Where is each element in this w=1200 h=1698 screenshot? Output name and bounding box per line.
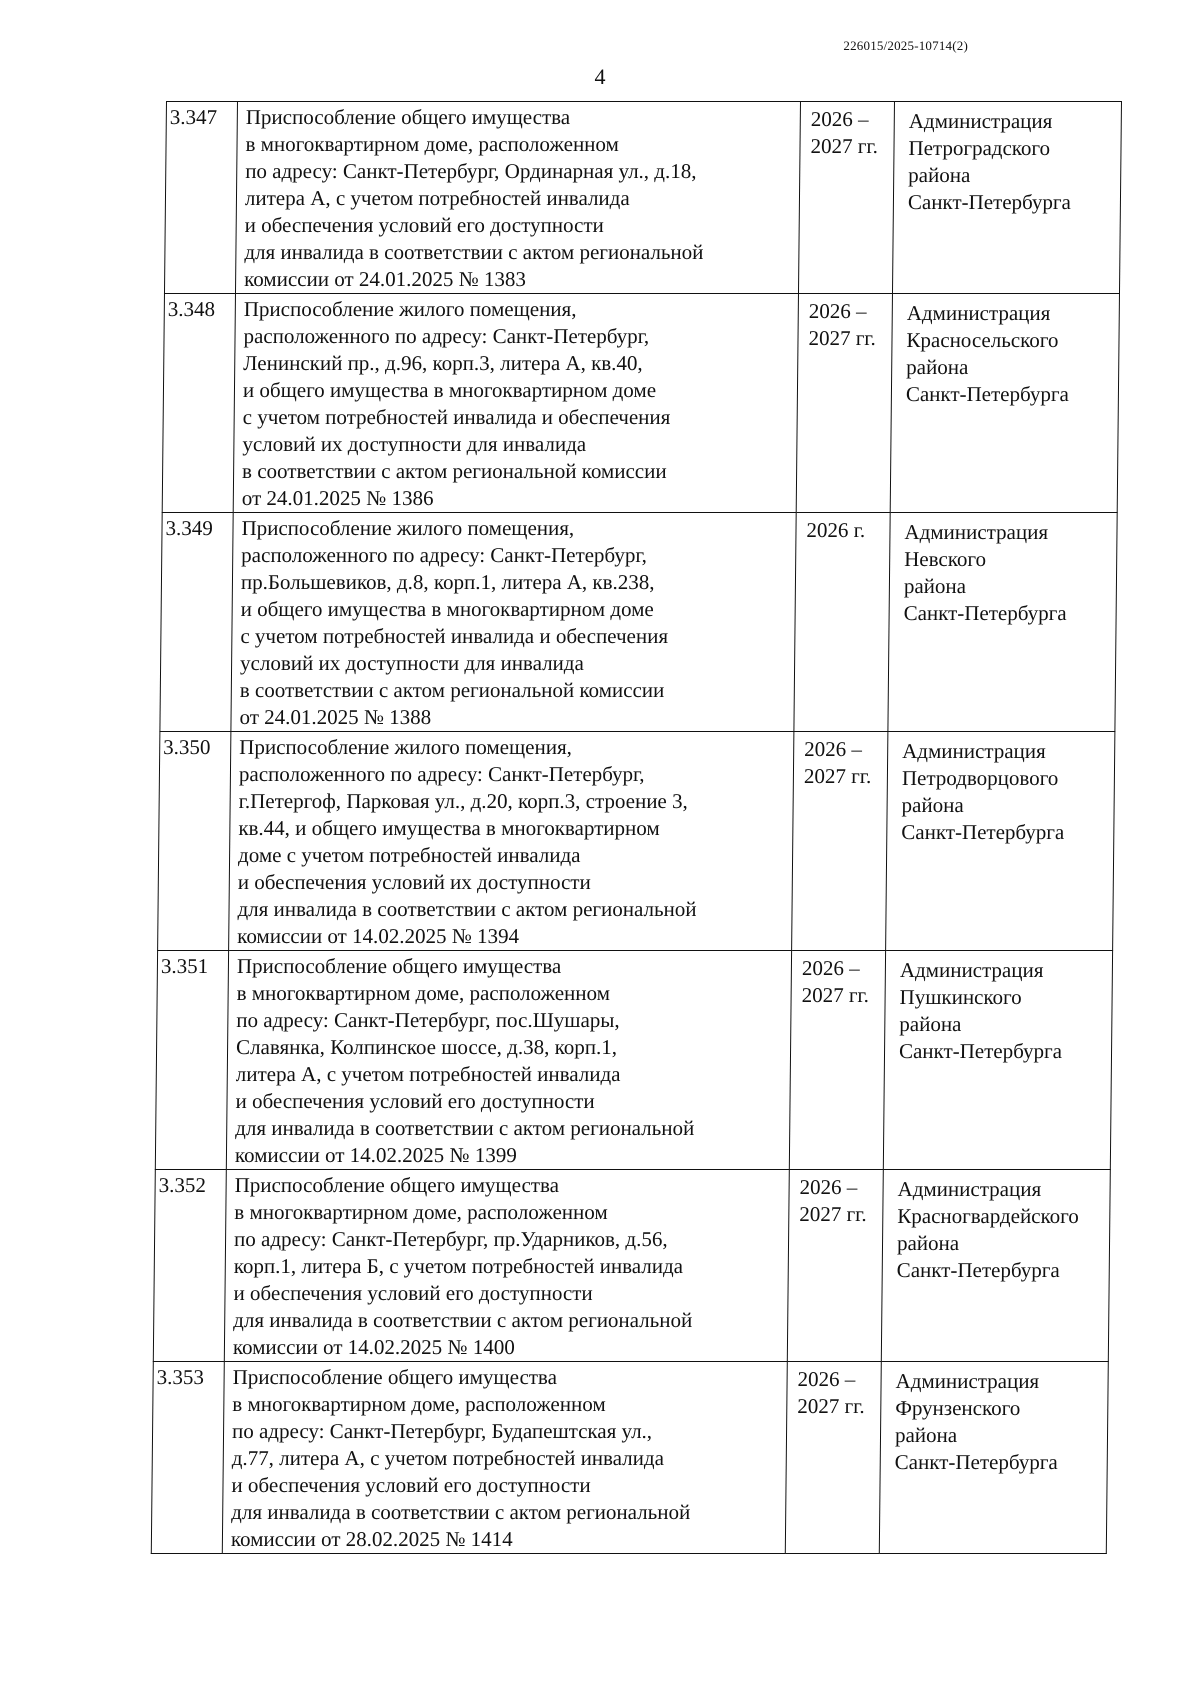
executor-line: района xyxy=(908,163,971,187)
description-line: комиссии от 14.02.2025 № 1394 xyxy=(237,924,520,948)
description-line: для инвалида в соответствии с актом региональной xyxy=(235,1116,695,1140)
description-line: для инвалида в соответствии с актом региональной xyxy=(237,897,697,921)
description-line: Ленинский пр., д.96, корп.3, литера А, кв.40, xyxy=(243,351,643,375)
description-line: пр.Большевиков, д.8, корп.1, литера А, кв.238, xyxy=(240,570,655,594)
period-line: 2026 – xyxy=(801,956,860,980)
item-number: 3.350 xyxy=(158,732,231,951)
table-row xyxy=(158,732,1115,951)
implementation-period xyxy=(789,951,885,1170)
executor-line: Невского xyxy=(904,547,987,571)
description-line: Приспособление жилого помещения, xyxy=(239,735,573,759)
description-line: комиссии от 14.02.2025 № 1400 xyxy=(232,1335,515,1359)
responsible-executor xyxy=(883,951,1112,1170)
executor-line: района xyxy=(899,1012,962,1036)
period-line: 2026 – xyxy=(797,1367,856,1391)
executor-line: Администрация xyxy=(902,739,1046,763)
description-line: для инвалида в соответствии с актом региональной xyxy=(244,240,704,264)
period-line: 2026 г. xyxy=(806,518,866,542)
description-line: по адресу: Санкт-Петербург, Ординарная ул., д.18, xyxy=(245,159,697,183)
implementation-period xyxy=(796,294,892,513)
executor-line: Петроградского xyxy=(908,136,1051,160)
period-line: 2026 – xyxy=(799,1175,858,1199)
item-number: 3.351 xyxy=(155,951,228,1170)
executor-line: Администрация xyxy=(908,109,1053,133)
period-line: 2027 гг. xyxy=(801,983,870,1007)
description-line: Приспособление общего имущества xyxy=(232,1365,558,1389)
implementation-period xyxy=(798,102,894,294)
period-line: 2027 гг. xyxy=(797,1394,865,1418)
table-body xyxy=(151,102,1121,1554)
measure-description xyxy=(224,1170,789,1362)
measure-description xyxy=(235,102,800,294)
table-row xyxy=(151,1362,1108,1554)
description-line: в многоквартирном доме, расположенном xyxy=(232,1392,606,1416)
description-line: и обеспечения условий его доступности xyxy=(231,1473,591,1497)
measure-description xyxy=(222,1362,787,1554)
responsible-executor xyxy=(888,513,1117,732)
description-line: в многоквартирном доме, расположенном xyxy=(245,132,620,156)
description-line: расположенного по адресу: Санкт-Петербург, xyxy=(238,762,645,786)
description-line: и обеспечения условий его доступности xyxy=(235,1089,595,1113)
responsible-executor xyxy=(879,1362,1108,1554)
measures-table-wrapper xyxy=(151,101,1121,1554)
description-line: по адресу: Санкт-Петербург, пос.Шушары, xyxy=(236,1008,620,1032)
description-line: комиссии от 24.01.2025 № 1383 xyxy=(244,267,527,291)
item-number: 3.348 xyxy=(162,294,235,513)
description-line: с учетом потребностей инвалида и обеспечения xyxy=(240,624,669,648)
executor-line: Администрация xyxy=(899,958,1044,982)
description-line: литера А, с учетом потребностей инвалида xyxy=(244,186,630,210)
description-line: корп.1, литера Б, с учетом потребностей инвалида xyxy=(233,1254,684,1278)
measure-description xyxy=(226,951,791,1170)
executor-line: Санкт-Петербурга xyxy=(896,1258,1060,1282)
description-line: в многоквартирном доме, расположенном xyxy=(236,981,611,1005)
description-line: и общего имущества в многоквартирном доме xyxy=(240,597,654,621)
executor-line: Санкт-Петербурга xyxy=(894,1450,1058,1474)
implementation-period xyxy=(785,1362,881,1554)
description-line: литера А, с учетом потребностей инвалида xyxy=(235,1062,621,1086)
item-number: 3.353 xyxy=(151,1362,224,1554)
description-line: Приспособление жилого помещения, xyxy=(243,297,577,321)
description-line: с учетом потребностей инвалида и обеспечения xyxy=(242,405,671,429)
executor-line: района xyxy=(906,355,969,379)
period-line: 2027 гг. xyxy=(810,134,879,158)
description-line: условий их доступности для инвалида xyxy=(242,432,587,456)
implementation-period xyxy=(792,732,888,951)
executor-line: Красносельского xyxy=(906,328,1059,352)
executor-line: Петродворцового xyxy=(901,766,1059,790)
period-line: 2026 – xyxy=(804,737,863,761)
measures-table xyxy=(151,101,1122,1554)
table-row xyxy=(162,294,1119,513)
document-registration-number: 226015/2025-10714(2) xyxy=(843,38,968,53)
description-line: кв.44, и общего имущества в многоквартирном xyxy=(238,816,660,840)
executor-line: района xyxy=(901,793,964,817)
description-line: условий их доступности для инвалида xyxy=(239,651,585,675)
executor-line: Санкт-Петербурга xyxy=(905,382,1070,406)
executor-line: района xyxy=(894,1423,958,1447)
responsible-executor xyxy=(890,294,1119,513)
measure-description xyxy=(229,732,794,951)
description-line: от 24.01.2025 № 1386 xyxy=(241,486,434,510)
executor-line: Администрация xyxy=(895,1369,1040,1393)
description-line: Славянка, Колпинское шоссе, д.38, корп.1, xyxy=(235,1035,618,1059)
period-line: 2027 гг. xyxy=(803,764,872,788)
description-line: для инвалида в соответствии с актом региональной xyxy=(233,1308,693,1332)
description-line: Приспособление общего имущества xyxy=(245,105,571,129)
executor-line: Фрунзенского xyxy=(895,1396,1021,1420)
executor-line: Санкт-Петербурга xyxy=(907,190,1072,214)
executor-line: Администрация xyxy=(897,1177,1042,1201)
executor-line: Администрация xyxy=(906,301,1051,325)
description-line: расположенного по адресу: Санкт-Петербург, xyxy=(243,324,650,348)
description-line: Приспособление общего имущества xyxy=(234,1173,560,1197)
description-line: д.77, литера А, с учетом потребностей инвалида xyxy=(231,1446,665,1470)
description-line: и обеспечения условий его доступности xyxy=(233,1281,593,1305)
item-number: 3.352 xyxy=(153,1170,226,1362)
executor-line: Санкт-Петербурга xyxy=(898,1039,1063,1063)
executor-line: района xyxy=(896,1231,960,1255)
description-line: в соответствии с актом региональной комиссии xyxy=(239,678,665,702)
implementation-period xyxy=(794,513,890,732)
description-line: комиссии от 14.02.2025 № 1399 xyxy=(234,1143,517,1167)
responsible-executor xyxy=(892,102,1121,294)
description-line: Приспособление общего имущества xyxy=(236,954,562,978)
description-line: доме с учетом потребностей инвалида xyxy=(237,843,581,867)
description-line: комиссии от 28.02.2025 № 1414 xyxy=(230,1527,513,1551)
period-line: 2027 гг. xyxy=(799,1202,867,1226)
description-line: Приспособление жилого помещения, xyxy=(241,516,575,540)
description-line: г.Петергоф, Парковая ул., д.20, корп.3, строение 3, xyxy=(238,789,688,813)
description-line: для инвалида в соответствии с актом региональной xyxy=(231,1500,691,1524)
description-line: в соответствии с актом региональной комиссии xyxy=(241,459,667,483)
responsible-executor xyxy=(881,1170,1110,1362)
executor-line: Администрация xyxy=(904,520,1049,544)
description-line: и общего имущества в многоквартирном доме xyxy=(242,378,657,402)
period-line: 2027 гг. xyxy=(808,326,877,350)
table-row xyxy=(153,1170,1110,1362)
period-line: 2026 – xyxy=(810,107,869,131)
responsible-executor xyxy=(886,732,1115,951)
page-number: 4 xyxy=(594,64,606,89)
item-number: 3.349 xyxy=(160,513,233,732)
description-line: и обеспечения условий их доступности xyxy=(237,870,591,894)
description-line: от 24.01.2025 № 1388 xyxy=(239,705,432,729)
executor-line: Пушкинского xyxy=(899,985,1022,1009)
executor-line: района xyxy=(903,574,967,598)
period-line: 2026 – xyxy=(808,299,867,323)
description-line: по адресу: Санкт-Петербург, пр.Ударников, д.56, xyxy=(233,1227,668,1251)
table-row xyxy=(160,513,1117,732)
implementation-period xyxy=(787,1170,883,1362)
description-line: и обеспечения условий его доступности xyxy=(244,213,604,237)
description-line: расположенного по адресу: Санкт-Петербург, xyxy=(241,543,648,567)
executor-line: Красногвардейского xyxy=(897,1204,1079,1228)
executor-line: Санкт-Петербурга xyxy=(901,820,1065,844)
executor-line: Санкт-Петербурга xyxy=(903,601,1067,625)
item-number: 3.347 xyxy=(164,102,237,294)
description-line: в многоквартирном доме, расположенном xyxy=(234,1200,608,1224)
table-row xyxy=(155,951,1112,1170)
measure-description xyxy=(233,294,798,513)
table-row xyxy=(164,102,1121,294)
description-line: по адресу: Санкт-Петербург, Будапештская ул., xyxy=(231,1419,653,1443)
measure-description xyxy=(231,513,796,732)
